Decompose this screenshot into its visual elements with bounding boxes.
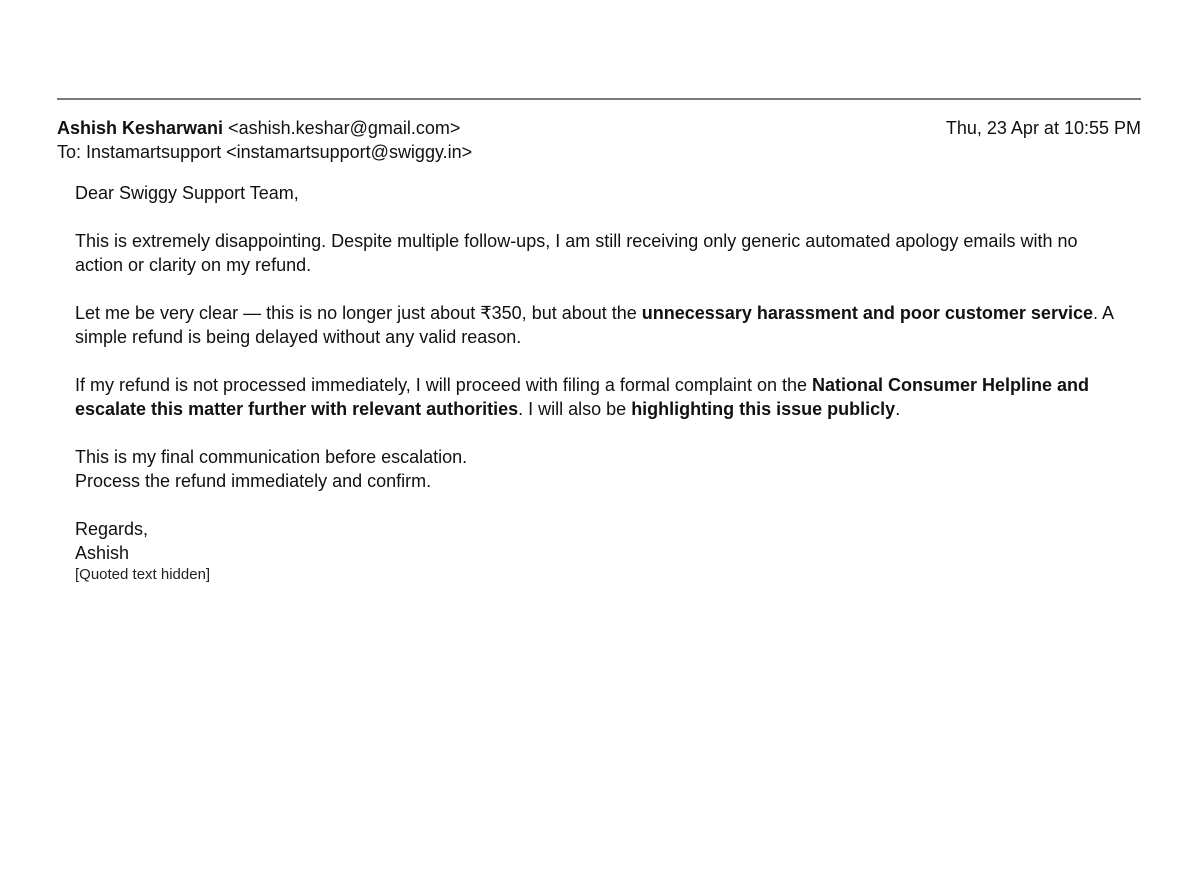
p3-text-e: . [895,399,901,419]
signature: Ashish [75,543,130,563]
p4-line-1: This is my final communication before escalation. [75,447,468,467]
p3-bold-1: National Consumer Helpline and escalate this matter further with relevant authorities [75,375,1090,419]
p3-bold-2: highlighting this issue publicly [631,399,896,419]
recipient-row [57,140,472,164]
body-paragraph-4 [75,445,1115,493]
greeting: Dear Swiggy Support Team, [75,183,299,203]
to-label: To: [57,142,82,162]
sender-email[interactable]: <ashish.keshar@gmail.com> [228,118,461,138]
body-paragraph-2 [75,301,1115,349]
sender-name[interactable]: Ashish Kesharwani [57,118,224,138]
regards: Regards, [75,519,149,539]
header-divider [57,98,1141,100]
p3-text-c: . I will also be [518,399,632,419]
p2-text-c: . A simple refund is being delayed without any valid reason. [75,303,1114,347]
body-paragraph-1: This is extremely disappointing. Despite multiple follow-ups, I am still receiving only generic automated apology emails with no action or clarity on my refund. [75,231,1078,275]
email-header [57,116,1141,140]
p3-text-a: If my refund is not processed immediately, I will proceed with filing a formal complaint on the [75,375,812,395]
email-date: Thu, 23 Apr at 10:55 PM [945,118,1141,138]
email-body [75,181,1115,585]
quoted-text-toggle[interactable]: [Quoted text hidden] [75,566,211,583]
body-paragraph-3 [75,373,1115,421]
p4-line-2: Process the refund immediately and confirm. [75,471,432,491]
p2-bold: unnecessary harassment and poor customer service [641,303,1093,323]
recipient[interactable]: Instamartsupport <instamartsupport@swiggy.in> [86,142,473,162]
sign-off [75,517,1115,585]
p2-text-a: Let me be very clear — this is no longer just about ₹350, but about the [75,303,642,323]
